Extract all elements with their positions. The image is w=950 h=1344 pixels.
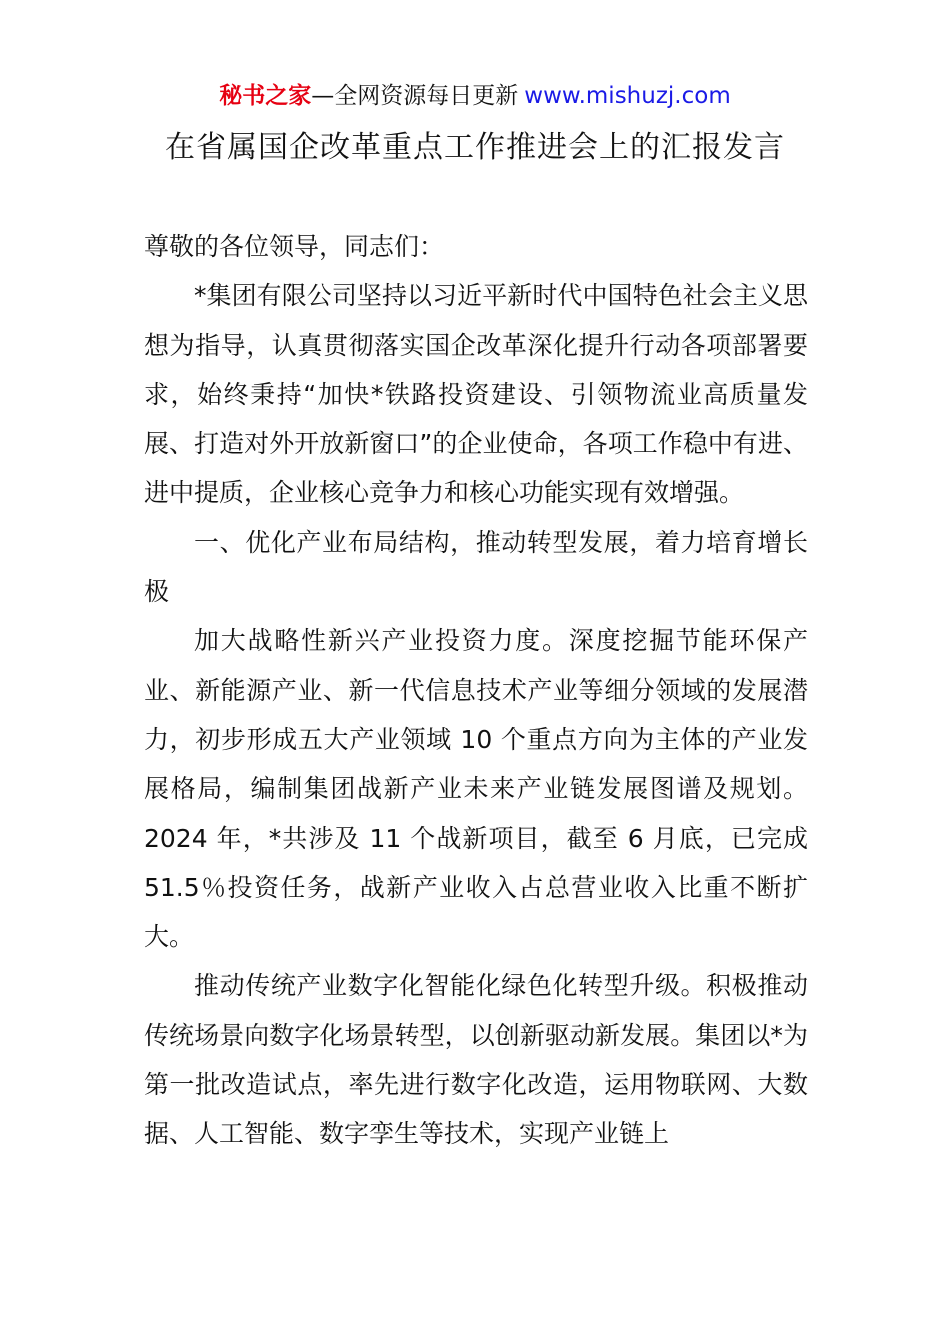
paragraph-traditional-industries: 推动传统产业数字化智能化绿色化转型升级。积极推动传统场景向数字化场景转型，以创新驱动新发展。集团以*为第一批改造试点，率先进行数字化改造，运用物联网、大数据、人工智能、数字孪生等技术，实现产业链上 [144,971,808,1149]
site-header [0,80,950,112]
site-tagline: —全网资源每日更新 [311,83,519,109]
paragraph-emerging-industries: 加大战略性新兴产业投资力度。深度挖掘节能环保产业、新能源产业、新一代信息技术产业等细分领域的发展潜力，初步形成五大产业领域 10 个重点方向为主体的产业发展格局，编制集团战新产业未来产业链发展图谱及规划。2024 年，*共涉及 11 个战新项目，截至 6 月底，已完成 51.5％投资任务，战新产业收入占总营业收入比重不断扩大。 [144,626,808,952]
site-url-link[interactable]: www.mishuzj.com [524,83,731,109]
document-title: 在省属国企改革重点工作推进会上的汇报发言 [165,130,785,165]
brand-name: 秘书之家 [219,83,312,109]
document-body [144,222,808,1159]
paragraph-intro: *集团有限公司坚持以习近平新时代中国特色社会主义思想为指导，认真贯彻落实国企改革深化提升行动各项部署要求，始终秉持“加快*铁路投资建设、引领物流业高质量发展、打造对外开放新窗口”的企业使命，各项工作稳中有进、进中提质，企业核心竞争力和核心功能实现有效增强。 [144,281,808,508]
section-heading-1: 一、优化产业布局结构，推动转型发展，着力培育增长极 [144,527,808,607]
salutation: 尊敬的各位领导，同志们： [144,232,445,261]
